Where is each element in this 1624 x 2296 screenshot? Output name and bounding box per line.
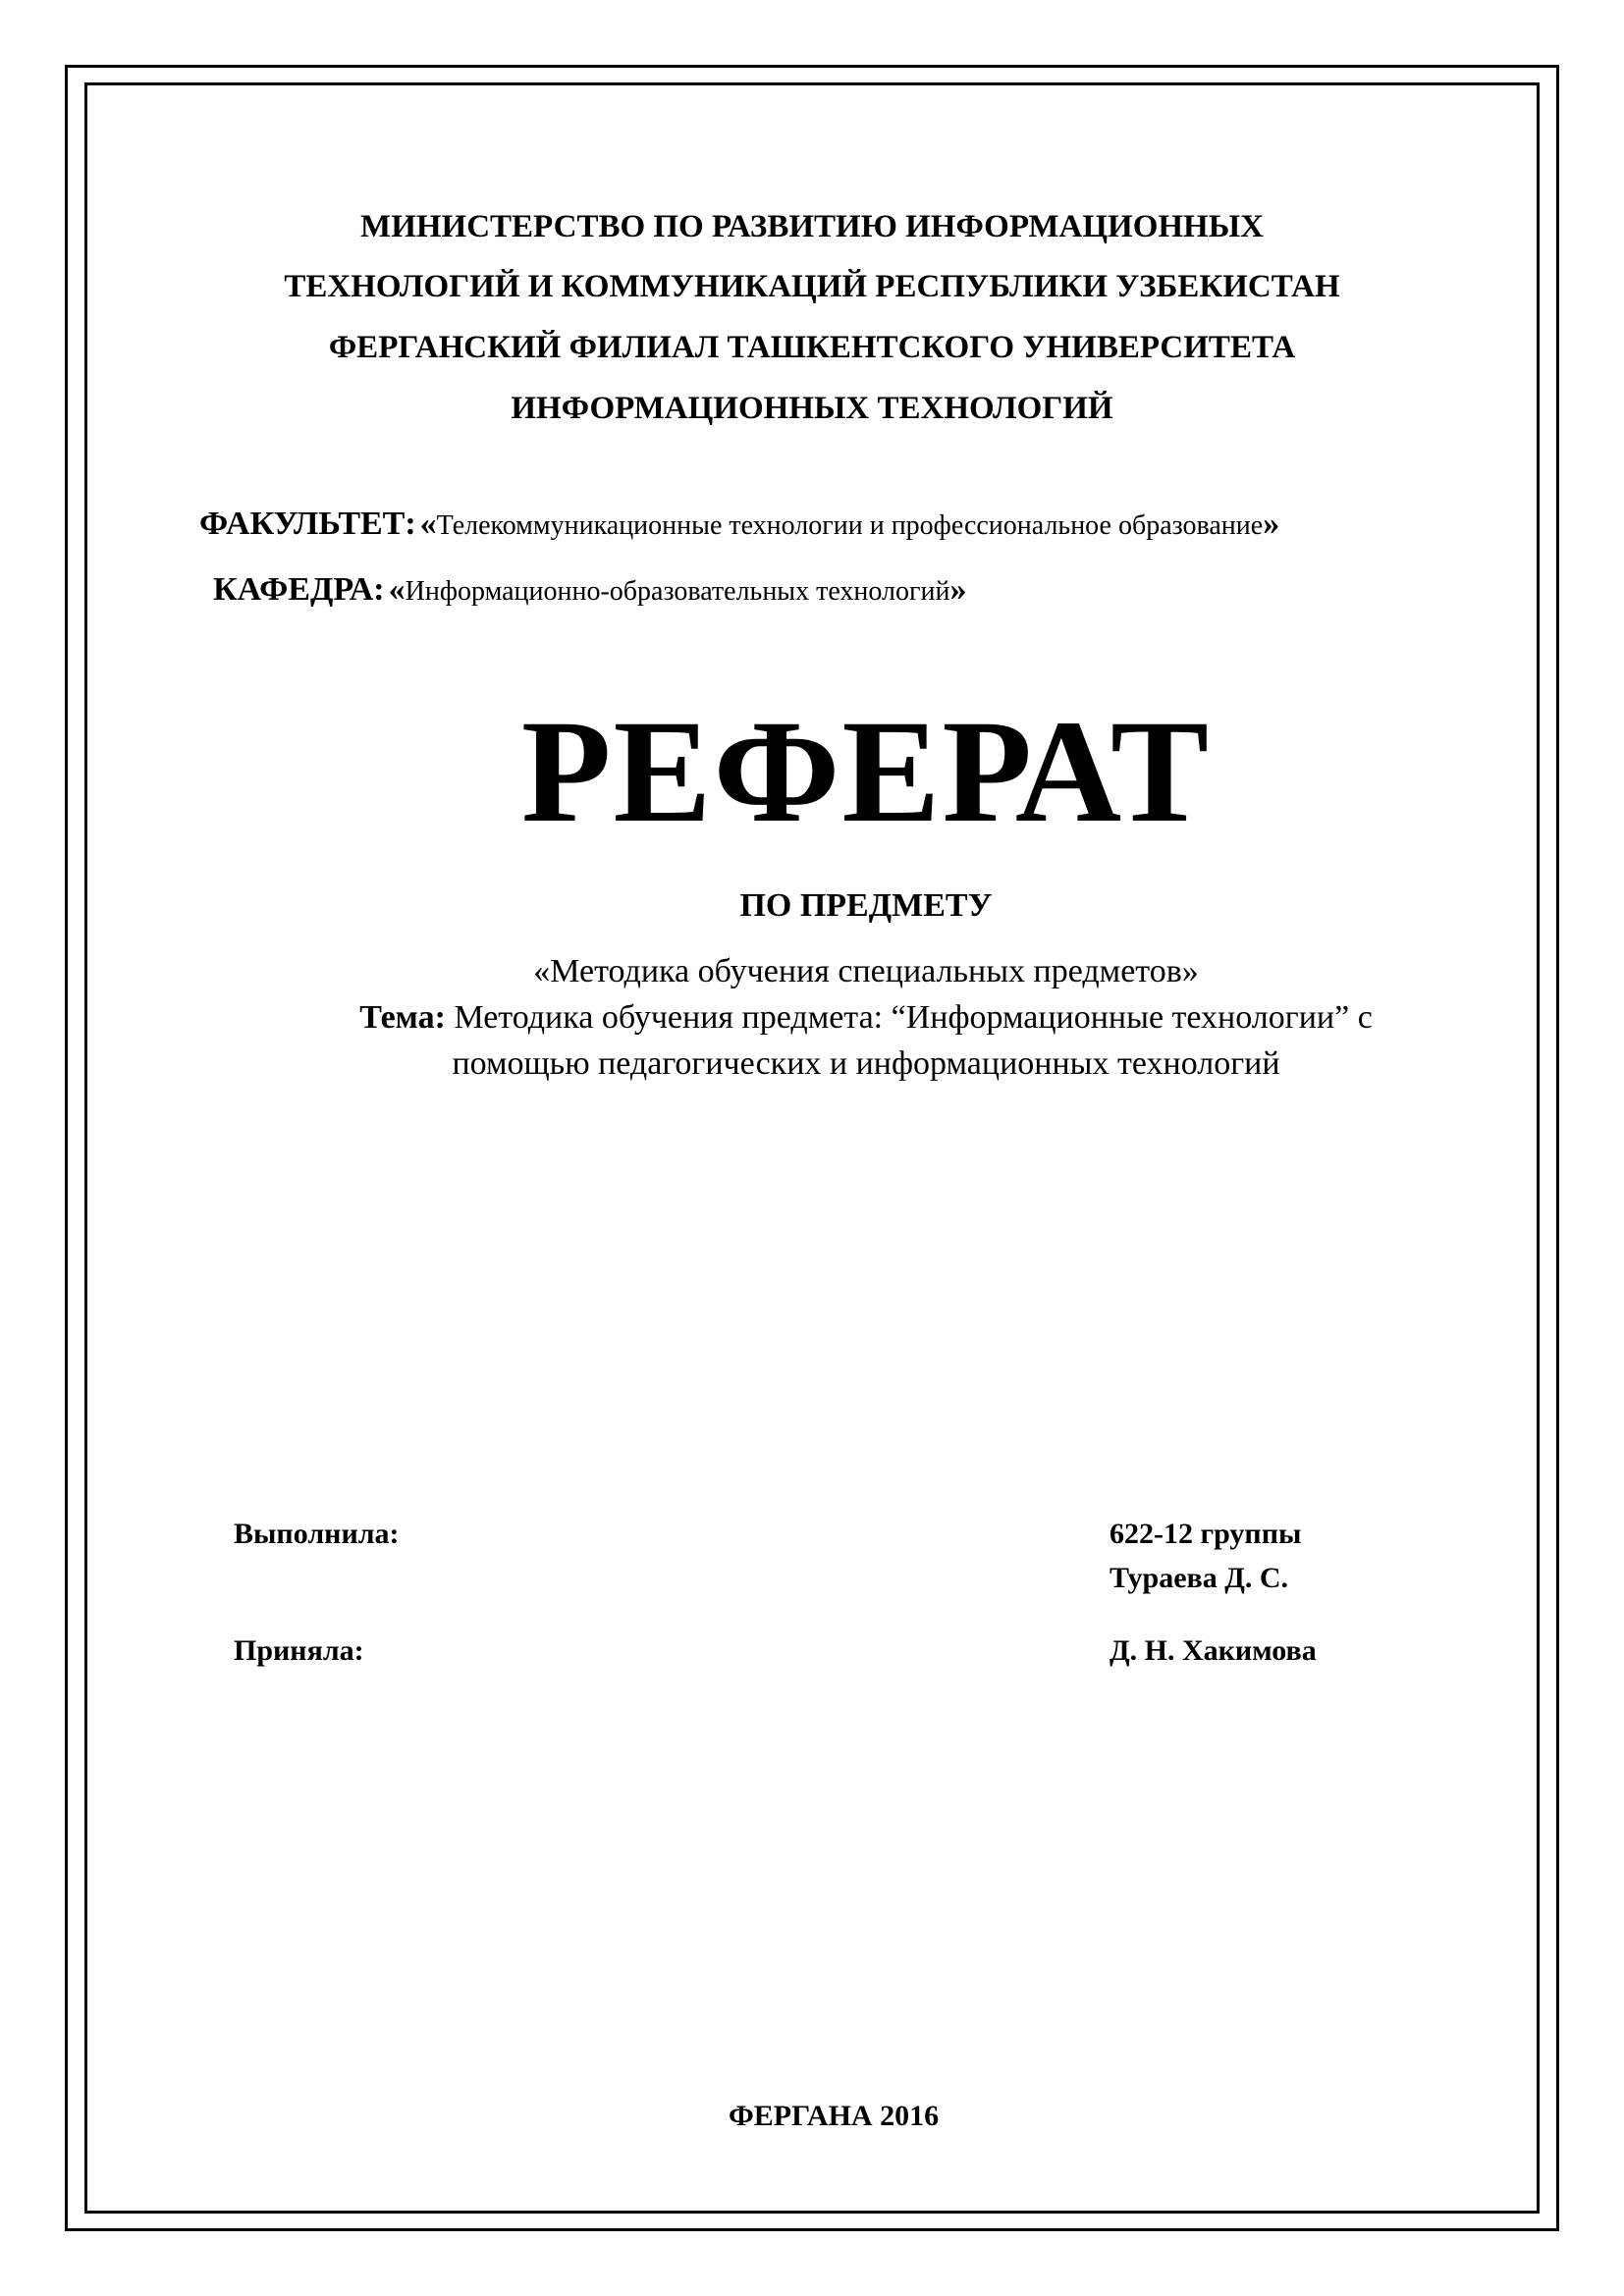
teacher-name: Д. Н. Хакимова xyxy=(1110,1634,1317,1667)
ministry-line-4: ИНФОРМАЦИОННЫХ ТЕХНОЛОГИЙ xyxy=(511,391,1113,426)
department-label: КАФЕДРА: xyxy=(213,571,385,608)
department-line xyxy=(213,568,966,617)
topic-line-2: помощью педагогических и информационных технологий xyxy=(452,1045,1280,1082)
city-year: ФЕРГАНА 2016 xyxy=(729,2100,940,2132)
faculty-line xyxy=(199,503,1279,552)
ministry-line-2: ТЕХНОЛОГИЙ И КОММУНИКАЦИЙ РЕСПУБЛИКИ УЗБЕКИСТАН xyxy=(284,269,1340,304)
subject-heading: ПО ПРЕДМЕТУ xyxy=(739,887,993,924)
department-close-quote: » xyxy=(949,571,967,608)
student-name: Тураева Д. С. xyxy=(1110,1562,1289,1594)
faculty-open-quote: « xyxy=(419,506,437,542)
student-group: 622-12 группы xyxy=(1110,1518,1302,1550)
department-value: Информационно-образовательных технологий xyxy=(405,576,950,607)
document-title: РЕФЕРАТ xyxy=(520,690,1212,853)
ministry-line-1: МИНИСТЕРСТВО ПО РАЗВИТИЮ ИНФОРМАЦИОННЫХ xyxy=(360,209,1264,244)
faculty-close-quote: » xyxy=(1263,506,1280,542)
faculty-value: Телекоммуникационные технологии и профессиональное образование xyxy=(436,510,1264,541)
subject-name: «Методика обучения специальных предметов» xyxy=(533,953,1199,989)
ministry-line-3: ФЕРГАНСКИЙ ФИЛИАЛ ТАШКЕНТСКОГО УНИВЕРСИТЕТА xyxy=(328,330,1296,365)
topic-text-1: Методика обучения предмета: “Информационные технологии” с xyxy=(445,999,1373,1036)
department-open-quote: « xyxy=(388,571,406,608)
completed-label: Выполнила: xyxy=(234,1518,400,1550)
accepted-label: Приняла: xyxy=(234,1634,364,1667)
faculty-label: ФАКУЛЬТЕТ: xyxy=(199,506,416,542)
topic-line-1 xyxy=(54,998,1624,1038)
topic-label: Тема: xyxy=(359,999,446,1036)
